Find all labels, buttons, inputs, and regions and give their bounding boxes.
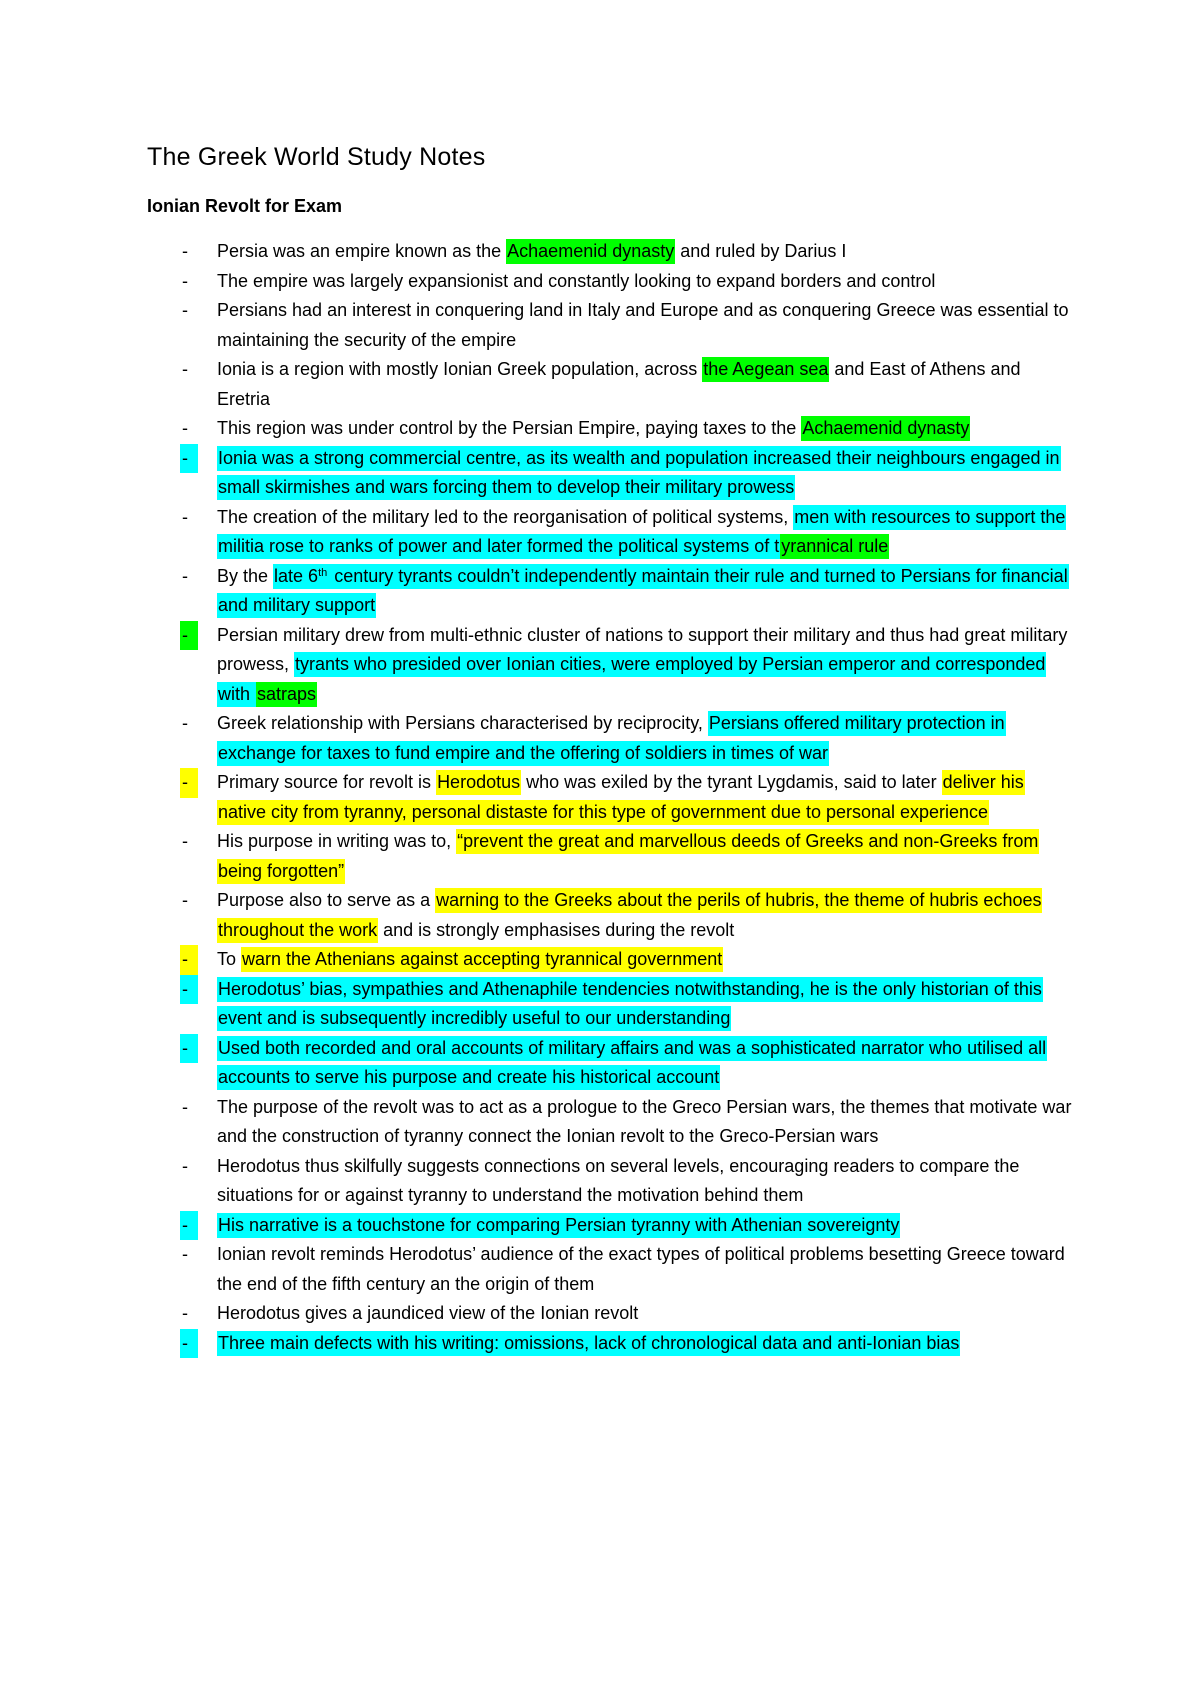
list-item	[0, 237, 1200, 267]
highlighted-text	[217, 1331, 960, 1356]
highlighted-text	[273, 564, 328, 589]
highlighted-text	[217, 1036, 1047, 1091]
bullet-dash: -	[182, 241, 188, 261]
bullet-dash: -	[180, 1211, 198, 1241]
segment-text: deliver his native city from tyranny, personal distaste for this type of government due to personal experience	[218, 772, 1024, 822]
segment-text: who was exiled by the tyrant Lygdamis, said to later	[521, 772, 942, 792]
segment-text: late 6	[274, 565, 319, 586]
note-text	[217, 1093, 1072, 1152]
segment-text: Greek relationship with Persians characterised by reciprocity,	[217, 713, 708, 733]
segment-text: the Aegean sea	[703, 359, 829, 379]
bullet-dash: -	[182, 565, 188, 586]
highlighted-text	[801, 416, 970, 441]
note-text	[217, 267, 1072, 297]
list-item	[0, 1299, 1200, 1329]
segment-text: yrannical rule	[781, 536, 889, 556]
highlighted-text	[217, 1213, 900, 1238]
list-item	[0, 267, 1200, 297]
highlighted-text	[241, 947, 723, 972]
text-segment	[217, 772, 436, 792]
page-title: The Greek World Study Notes	[147, 143, 486, 171]
note-text	[217, 1240, 1072, 1299]
note-text	[217, 1034, 1072, 1093]
bullet-dash: -	[182, 300, 188, 320]
highlighted-text	[702, 357, 829, 382]
text-segment	[217, 418, 801, 438]
text-segment	[217, 507, 793, 527]
segment-text: Primary source for revolt is	[217, 772, 437, 792]
bullet-dash: -	[180, 768, 198, 798]
segment-text: Herodotus gives a jaundiced view of the Ionian revolt	[217, 1303, 639, 1323]
segment-text: “prevent the great and marvellous deeds of Greeks and non-Greeks from being forgotten”	[218, 831, 1039, 881]
list-item	[0, 444, 1200, 503]
segment-text: Achaemenid dynasty	[507, 241, 675, 261]
segment-text: Three main defects with his writing: omissions, lack of chronological data and anti-Ionian bias	[218, 1332, 960, 1353]
text-segment	[217, 831, 456, 851]
highlighted-text	[217, 652, 1046, 707]
segment-text: To	[217, 949, 242, 969]
notes-list	[0, 237, 1200, 1358]
list-item	[0, 621, 1200, 710]
list-item	[0, 945, 1200, 975]
list-item	[0, 886, 1200, 945]
segment-text: century tyrants couldn’t independently maintain their rule and turned to Persians for financial and military support	[218, 565, 1068, 615]
note-text	[217, 1329, 1072, 1359]
segment-text: By the	[217, 565, 274, 586]
segment-text: Persia was an empire known as the	[217, 241, 507, 261]
note-text	[217, 503, 1072, 562]
highlighted-text	[436, 770, 521, 795]
text-segment	[217, 1244, 1065, 1294]
segment-text: Purpose also to serve as a	[217, 890, 436, 910]
bullet-dash: -	[182, 1096, 188, 1117]
segment-text: Ionian revolt reminds Herodotus’ audience of the exact types of political problems besetting Greece toward the end of the fifth century an the origin of them	[217, 1244, 1065, 1294]
note-text	[217, 1152, 1072, 1211]
list-item	[0, 503, 1200, 562]
list-item	[0, 562, 1200, 621]
text-segment	[378, 920, 734, 940]
note-text	[217, 237, 1072, 267]
note-text	[217, 296, 1072, 355]
segment-text: Persians had an interest in conquering land in Italy and Europe and as conquering Greece was essential to maintaining the security of the empire	[217, 300, 1069, 350]
highlighted-text	[217, 977, 1043, 1032]
list-item	[0, 355, 1200, 414]
highlighted-text	[506, 239, 675, 264]
bullet-dash: -	[180, 621, 198, 651]
segment-text: Herodotus thus skilfully suggests connections on several levels, encouraging readers to compare the situations for or against tyranny to understand the motivation behind them	[217, 1155, 1020, 1205]
segment-text: Ionia was a strong commercial centre, as its wealth and population increased their neighbours engaged in small skirmishes and wars forcing them to develop their military prowess	[218, 447, 1060, 497]
note-text	[217, 975, 1072, 1034]
list-item	[0, 1034, 1200, 1093]
bullet-dash: -	[182, 1244, 188, 1264]
bullet-dash: -	[180, 975, 198, 1005]
segment-text: The empire was largely expansionist and constantly looking to expand borders and control	[217, 270, 936, 291]
segment-text: The purpose of the revolt was to act as a prologue to the Greco Persian wars, the themes that motivate war and the construction of tyranny connect the Ionian revolt to the Greco-Persian wars	[217, 1096, 1072, 1146]
note-text	[217, 827, 1072, 886]
segment-text: The creation of the military led to the reorganisation of political systems,	[217, 506, 794, 527]
text-segment	[217, 566, 273, 586]
bullet-dash: -	[182, 418, 188, 438]
text-segment	[217, 271, 935, 291]
bullet-dash: -	[182, 270, 188, 291]
segment-text: Herodotus’ bias, sympathies and Athenaphile tendencies notwithstanding, he is the only historian of this event and is subsequently incredibly useful to our understanding	[218, 978, 1042, 1028]
segment-text: Used both recorded and oral accounts of military affairs and was a sophisticated narrator who utilised all accounts to serve his purpose and create his historical account	[218, 1037, 1047, 1087]
text-segment	[217, 713, 708, 733]
section-heading: Ionian Revolt for Exam	[147, 196, 343, 216]
note-text	[217, 355, 1072, 414]
note-text	[217, 945, 1072, 975]
bullet-dash: -	[182, 506, 188, 527]
note-text	[217, 1211, 1072, 1241]
bullet-dash: -	[180, 1034, 198, 1064]
bullet-dash: -	[182, 831, 188, 851]
segment-text: tyrants who presided over Ionian cities, were employed by Persian emperor and corresponded with	[218, 654, 1046, 704]
list-item	[0, 1240, 1200, 1299]
segment-text: and is strongly emphasises during the revolt	[378, 919, 735, 940]
superscript: th	[318, 566, 328, 579]
segment-text: Persians offered military protection in exchange for taxes to fund empire and the offering of soldiers in times of war	[218, 713, 1005, 763]
list-item	[0, 709, 1200, 768]
list-item	[0, 1093, 1200, 1152]
bullet-dash: -	[182, 713, 188, 733]
note-text	[217, 414, 1072, 444]
segment-text: Herodotus	[437, 772, 521, 792]
text-segment	[217, 1156, 1019, 1206]
highlighted-text	[256, 682, 317, 707]
highlighted-text	[780, 534, 889, 559]
note-text	[217, 444, 1072, 503]
highlighted-text	[217, 446, 1061, 501]
segment-text: Persian military drew from multi-ethnic cluster of nations to support their military and thus had great military prowess,	[217, 624, 1068, 674]
text-segment	[217, 1097, 1071, 1147]
segment-text: warn the Athenians against accepting tyrannical government	[242, 949, 723, 969]
segment-text: His narrative is a touchstone for comparing Persian tyranny with Athenian sovereignty	[218, 1214, 900, 1235]
note-text	[217, 886, 1072, 945]
list-item	[0, 975, 1200, 1034]
bullet-dash: -	[182, 1303, 188, 1323]
text-segment	[217, 300, 1069, 350]
bullet-dash: -	[180, 945, 198, 975]
list-item	[0, 1211, 1200, 1241]
text-segment	[521, 772, 942, 792]
bullet-dash: -	[182, 359, 188, 379]
segment-text: and ruled by Darius I	[675, 241, 847, 261]
segment-text: warning to the Greeks about the perils of hubris, the theme of hubris echoes throughout the work	[218, 890, 1042, 940]
list-item	[0, 827, 1200, 886]
list-item	[0, 1329, 1200, 1359]
bullet-dash: -	[182, 890, 188, 910]
list-item	[0, 296, 1200, 355]
text-segment	[217, 949, 241, 969]
bullet-dash: -	[180, 444, 198, 474]
segment-text: satraps	[257, 683, 317, 704]
text-segment	[217, 241, 506, 261]
note-text	[217, 562, 1072, 621]
note-text	[217, 621, 1072, 710]
bullet-dash: -	[180, 1329, 198, 1359]
segment-text: Ionia is a region with mostly Ionian Greek population, across	[217, 359, 703, 379]
text-segment	[217, 1303, 638, 1323]
list-item	[0, 768, 1200, 827]
list-item	[0, 414, 1200, 444]
text-segment	[217, 890, 435, 910]
text-segment	[217, 359, 702, 379]
note-text	[217, 768, 1072, 827]
segment-text: His purpose in writing was to,	[217, 831, 457, 851]
list-item	[0, 1152, 1200, 1211]
highlighted-text	[217, 564, 1069, 619]
note-text	[217, 1299, 1072, 1329]
segment-text: Achaemenid dynasty	[802, 418, 970, 438]
note-text	[217, 709, 1072, 768]
bullet-dash: -	[182, 1155, 188, 1176]
text-segment	[675, 241, 846, 261]
segment-text: This region was under control by the Persian Empire, paying taxes to the	[217, 418, 802, 438]
segment-text: and East of Athens and Eretria	[217, 359, 1021, 409]
segment-text: men with resources to support the militia rose to ranks of power and later formed the political systems of t	[218, 506, 1066, 556]
